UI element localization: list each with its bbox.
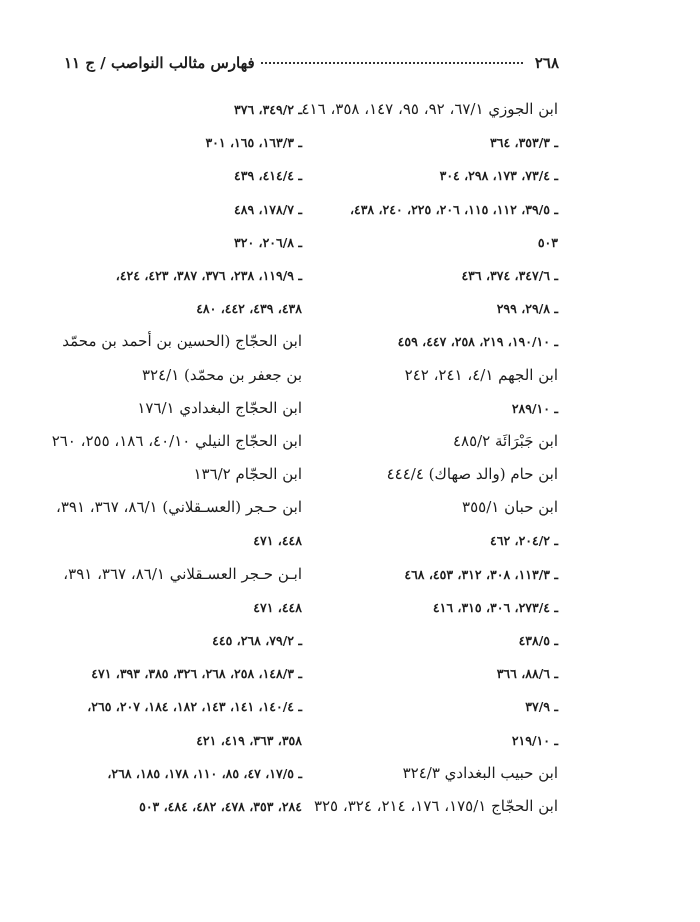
index-entry-continuation: ـ ١١٣/٣، ٣٠٨، ٣١٢، ٤٥٣، ٤٦٨: [404, 566, 558, 582]
index-entry-continuation: ـ ٢٨٩/١٠: [511, 400, 558, 416]
index-entry: ابن الجهم ٤/١، ٢٤١، ٢٤٢: [404, 365, 558, 384]
page-number: ٢٦٨: [534, 54, 559, 72]
running-title: فهارس مثالب النواصب / ج ١١: [64, 54, 255, 72]
index-entry-continuation: ٢٨٤، ٣٥٣، ٤٧٨، ٤٨٢، ٤٨٤، ٥٠٣: [139, 798, 302, 814]
index-entry-continuation: ـ ١٤٠/٤، ١٤١، ١٤٣، ١٨٢، ١٨٤، ٢٠٧، ٢٦٥،: [87, 699, 302, 715]
index-entry-continuation: ـ ٤٣٨/٥: [518, 633, 558, 648]
header-dotted-leader: [261, 62, 523, 64]
index-entry: ابن حـجر (العسـقلاني) ٨٦/١، ٣٦٧، ٣٩١،: [55, 498, 302, 517]
index-entry: ابن الحجّاج (الحسين بن أحمد بن محمّد: [62, 332, 302, 351]
index-entry-continuation: ـ ٢٠٤/٢، ٤٦٢: [490, 533, 558, 549]
index-entry-continuation: ٤٤٨، ٤٧١: [253, 599, 302, 615]
index-entry-continuation: ٤٤٨، ٤٧١: [253, 533, 302, 549]
index-entry-continuation: ـ ٢٩/٨، ٢٩٩: [496, 301, 558, 317]
index-entry-continuation: ـ ١٩٠/١٠، ٢١٩، ٢٥٨، ٤٤٧، ٤٥٩: [397, 334, 558, 350]
index-entry-continuation: ٥٠٣: [537, 234, 558, 250]
index-entry: ابن جَبْرَائَة ٤٨٥/٢: [452, 431, 558, 450]
index-entry-continuation: ـ ٢٧٣/٤، ٣٠٦، ٣١٥، ٤١٦: [432, 599, 558, 615]
index-entry-continuation: ـ ١٤٨/٣، ٢٥٨، ٢٦٨، ٣٢٦، ٣٨٥، ٣٩٣، ٤٧١: [91, 666, 302, 682]
index-entry: بن جعفر بن محمّد) ٣٢٤/١: [141, 365, 302, 384]
index-entry: ابن الحجّاج ١٧٥/١، ١٧٦، ٢١٤، ٣٢٤، ٣٢٥: [313, 796, 558, 815]
index-entry-continuation: ـ ٧٩/٢، ٢٦٨، ٤٤٥: [212, 633, 302, 648]
index-entry-continuation: ـ ٣٤٧/٦، ٣٧٤، ٤٣٦: [461, 267, 558, 283]
index-entry: ابن الحجّاج النيلي ٤٠/١٠، ١٨٦، ٢٥٥، ٢٦٠: [51, 431, 302, 450]
index-entry-continuation: ـ ١٦٣/٣، ١٦٥، ٣٠١: [205, 135, 302, 151]
index-entry-continuation: ـ ٤١٤/٤، ٤٣٩: [234, 168, 302, 184]
index-entry-continuation: ـ ٣٥٣/٣، ٣٦٤: [490, 135, 558, 151]
index-entry-continuation: ـ ١٧٨/٧، ٤٨٩: [234, 201, 302, 217]
index-entry-continuation: ـ ٧٣/٤، ١٧٣، ٢٩٨، ٣٠٤: [439, 168, 558, 184]
index-entry-continuation: ـ ٨٨/٦، ٣٦٦: [496, 666, 558, 682]
index-entry: ابن الحجّام ١٣٦/٢: [193, 465, 302, 484]
index-entry-continuation: ٣٥٨، ٣٦٣، ٤١٩، ٤٢١: [196, 732, 302, 748]
index-entry-continuation: ـ ٣٩/٥، ١١٢، ١١٥، ٢٠٦، ٢٢٥، ٢٤٠، ٤٣٨،: [349, 201, 558, 217]
index-entry: ابن الجوزي ٦٧/١، ٩٢، ٩٥، ١٤٧، ٣٥٨، ٤١٦: [301, 100, 558, 118]
index-entry-continuation: ٤٣٨، ٤٣٩، ٤٤٢، ٤٨٠: [196, 301, 302, 317]
index-entry-continuation: ـ ٢٠٦/٨، ٣٢٠: [234, 234, 302, 250]
page-header: [64, 52, 559, 74]
index-entry-continuation: ـ ٣٧/٩: [525, 699, 558, 715]
index-entry: ابن حام (والد صهاك) ٤٤٤/٤: [386, 465, 558, 484]
index-entry: ابن الحجّاج البغدادي ١٧٦/١: [137, 398, 302, 417]
index-entry: ابن حبيب البغدادي ٣٢٤/٣: [402, 763, 558, 782]
index-entry-continuation: ـ ١١٩/٩، ٢٣٨، ٣٧٦، ٣٨٧، ٤٢٣، ٤٢٤،: [115, 267, 302, 283]
index-entry: ابـن حـجر العسـقلاني ٨٦/١، ٣٦٧، ٣٩١،: [63, 564, 302, 583]
index-entry-continuation: ـ ٣٤٩/٢، ٣٧٦: [234, 102, 302, 117]
index-entry: ابن حبان ٣٥٥/١: [462, 498, 558, 517]
index-entry-continuation: ـ ١٧/٥، ٤٧، ٨٥، ١١٠، ١٧٨، ١٨٥، ٢٦٨،: [107, 765, 302, 781]
index-column-left: [52, 93, 302, 823]
index-entry-continuation: ـ ٢١٩/١٠: [511, 732, 558, 748]
index-column-right: [301, 93, 558, 823]
